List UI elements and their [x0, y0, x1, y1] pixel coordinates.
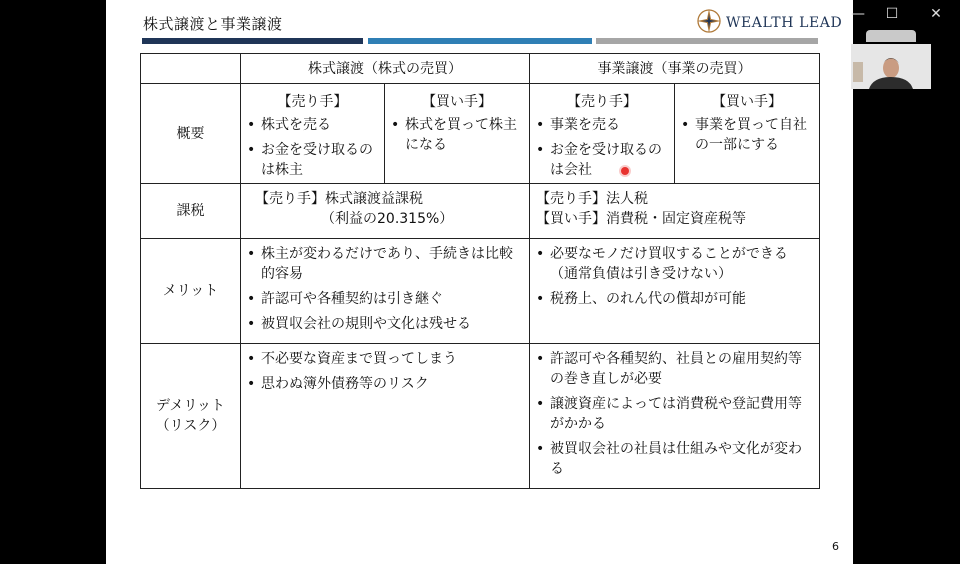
tax-business-line2: 【買い手】消費税・固定資産税等 — [536, 211, 746, 227]
title-underline-navy — [142, 38, 363, 44]
page-number: 6 — [832, 540, 839, 553]
merit-business-list — [536, 244, 811, 309]
seller-subheader: 【売り手】 — [277, 94, 348, 110]
demerit-stock — [240, 343, 530, 489]
maximize-button[interactable]: ☐ — [885, 6, 899, 22]
header-business-transfer: 事業譲渡（事業の売買） — [529, 53, 820, 84]
slide-title: 株式譲渡と事業譲渡 — [143, 15, 283, 33]
comparison-table — [140, 53, 820, 489]
buyer-subheader: 【買い手】 — [422, 94, 492, 110]
merit-stock-list — [247, 244, 523, 334]
list-item: • 事業を買って自社の一部にする — [681, 115, 815, 155]
overview-business-buyer-list — [681, 115, 815, 155]
list-item: • 譲渡資産によっては消費税や登記費用等がかかる — [536, 394, 811, 434]
list-item: • 思わぬ簿外債務等のリスク — [247, 374, 523, 394]
list-item: • 許認可や各種契約、社員との雇用契約等の巻き直しが必要 — [536, 349, 811, 389]
tax-business — [529, 183, 820, 239]
demerit-business-list — [536, 349, 811, 479]
row-label-overview: 概要 — [140, 83, 241, 184]
header-stock-transfer: 株式譲渡（株式の売買） — [240, 53, 530, 84]
overview-stock-seller-list — [247, 115, 380, 180]
list-item: • お金を受け取るのは株主 — [247, 140, 380, 180]
merit-business — [529, 238, 820, 344]
seller-subheader: 【売り手】 — [567, 94, 637, 110]
demerit-label-line2: （リスク） — [155, 418, 226, 434]
demerit-label-line1: デメリット — [156, 398, 225, 414]
list-item: • 被買収会社の社員は仕組みや文化が変わる — [536, 439, 811, 479]
overview-stock-buyer — [384, 83, 530, 184]
title-underline-blue — [368, 38, 592, 44]
demerit-stock-list — [247, 349, 523, 394]
row-label-merit: メリット — [140, 238, 241, 344]
list-item: • 必要なモノだけ買収することができる（通常負債は引き受けない） — [536, 244, 811, 284]
overview-business-buyer — [674, 83, 820, 184]
list-item: • 税務上、のれん代の償却が可能 — [536, 289, 811, 309]
tax-stock-line1: 【売り手】株式譲渡益課税 — [255, 191, 423, 207]
compass-icon — [696, 8, 722, 34]
overview-stock-buyer-list — [391, 115, 525, 155]
logo-text: WEALTH LEAD — [726, 15, 843, 31]
list-item: • 株主が変わるだけであり、手続きは比較的容易 — [247, 244, 523, 284]
list-item: • 不必要な資産まで買ってしまう — [247, 349, 523, 369]
row-label-demerit — [140, 343, 241, 489]
tax-stock — [240, 183, 530, 239]
webcam-thumbnail-top[interactable] — [866, 30, 916, 42]
overview-stock-seller — [240, 83, 385, 184]
tax-business-line1: 【売り手】法人税 — [536, 191, 648, 207]
demerit-business — [529, 343, 820, 489]
tax-stock-line2: （利益の20.315%） — [321, 211, 454, 227]
list-item: • 株式を買って株主になる — [391, 115, 525, 155]
list-item: • 許認可や各種契約は引き継ぐ — [247, 289, 523, 309]
overview-business-seller-list — [536, 115, 670, 180]
merit-stock — [240, 238, 530, 344]
person-icon — [851, 44, 931, 89]
title-underline-gray — [596, 38, 818, 44]
laser-pointer-icon — [621, 167, 629, 175]
slide — [106, 0, 853, 564]
overview-business-seller — [529, 83, 675, 184]
list-item: • 株式を売る — [247, 115, 380, 135]
row-label-tax: 課税 — [140, 183, 241, 239]
buyer-subheader: 【買い手】 — [712, 94, 782, 110]
list-item: • 被買収会社の規則や文化は残せる — [247, 314, 523, 334]
close-button[interactable]: ✕ — [930, 6, 942, 22]
wealth-lead-logo — [696, 8, 843, 36]
list-item: • お金を受け取るのは会社 — [536, 140, 670, 180]
webcam-thumbnail[interactable] — [851, 44, 931, 89]
list-item: • 事業を売る — [536, 115, 670, 135]
minimize-button[interactable]: — — [851, 6, 865, 22]
corner-cell — [140, 53, 241, 84]
